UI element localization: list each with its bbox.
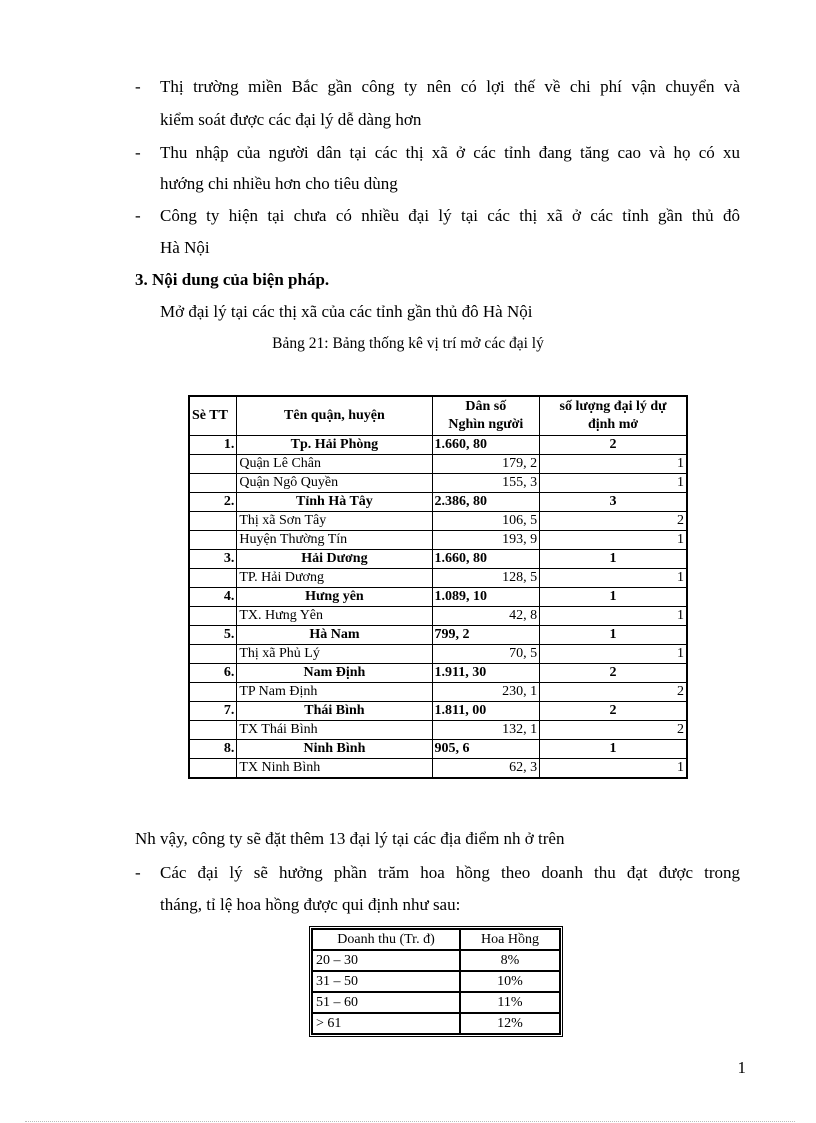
commission-row <box>312 971 560 992</box>
table-body <box>189 436 687 779</box>
district-name: TX Thái Bình <box>237 721 432 740</box>
bullet-text-line: hướng chi nhiều hơn cho tiêu dùng <box>160 174 398 193</box>
row-number: 3. <box>189 550 237 569</box>
province-population: 1.660, 80 <box>432 436 540 455</box>
table-row-province <box>189 436 687 455</box>
province-population: 1.911, 30 <box>432 664 540 683</box>
district-population: 230, 1 <box>432 683 540 702</box>
district-agent-count: 2 <box>540 683 687 702</box>
province-agent-count: 1 <box>540 550 687 569</box>
province-name: Hải Dương <box>237 550 432 569</box>
district-agent-count: 1 <box>540 474 687 493</box>
commission-revenue: > 61 <box>312 1013 460 1034</box>
province-name: Hưng yên <box>237 588 432 607</box>
province-name: Tp. Hải Phòng <box>237 436 432 455</box>
empty-cell <box>189 683 237 702</box>
row-number: 8. <box>189 740 237 759</box>
commission-rate: 10% <box>460 971 560 992</box>
table-row-province <box>189 702 687 721</box>
district-population: 42, 8 <box>432 607 540 626</box>
table-row-district <box>189 607 687 626</box>
commission-body <box>312 950 560 1034</box>
row-number: 1. <box>189 436 237 455</box>
bullet-dash: - <box>135 863 141 882</box>
table-row-district <box>189 474 687 493</box>
bullet-text-line: Thu nhập của người dân tại các thị xã ở các tỉnh đang tăng cao và họ có xu <box>160 143 740 162</box>
header-population <box>432 396 540 436</box>
district-name: Quận Ngô Quyền <box>237 474 432 493</box>
commission-revenue: 20 – 30 <box>312 950 460 971</box>
row-number: 6. <box>189 664 237 683</box>
province-agent-count: 2 <box>540 436 687 455</box>
table-row-province <box>189 626 687 645</box>
district-name: Huyện Thường Tín <box>237 531 432 550</box>
bullet-dash: - <box>135 77 141 96</box>
bullet-text-line: Các đại lý sẽ hưởng phần trăm hoa hồng theo doanh thu đạt được trong <box>160 863 740 882</box>
commission-header-rate: Hoa Hồng <box>460 929 560 950</box>
district-agent-count: 1 <box>540 607 687 626</box>
province-population: 799, 2 <box>432 626 540 645</box>
empty-cell <box>189 474 237 493</box>
table-row-district <box>189 645 687 664</box>
table-row-province <box>189 740 687 759</box>
table-row-province <box>189 550 687 569</box>
empty-cell <box>189 531 237 550</box>
bullet-dash: - <box>135 206 141 225</box>
empty-cell <box>189 645 237 664</box>
bullet-dash: - <box>135 143 141 162</box>
commission-header-row <box>312 929 560 950</box>
header-agents <box>540 396 687 436</box>
district-name: TP Nam Định <box>237 683 432 702</box>
province-population: 1.660, 80 <box>432 550 540 569</box>
province-population: 1.811, 00 <box>432 702 540 721</box>
district-population: 128, 5 <box>432 569 540 588</box>
table-row-province <box>189 493 687 512</box>
district-agent-count: 1 <box>540 759 687 779</box>
summary-text: Nh vậy, công ty sẽ đặt thêm 13 đại lý tại các địa điểm nh ở trên <box>135 829 565 848</box>
province-name: Hà Nam <box>237 626 432 645</box>
table-row-district <box>189 569 687 588</box>
empty-cell <box>189 569 237 588</box>
district-agent-count: 1 <box>540 531 687 550</box>
province-name: Nam Định <box>237 664 432 683</box>
section-intro: Mở đại lý tại các thị xã của các tỉnh gần thủ đô Hà Nội <box>160 302 533 321</box>
district-population: 70, 5 <box>432 645 540 664</box>
row-number: 5. <box>189 626 237 645</box>
commission-table <box>309 926 563 1037</box>
district-population: 193, 9 <box>432 531 540 550</box>
row-number: 4. <box>189 588 237 607</box>
commission-rate: 12% <box>460 1013 560 1034</box>
district-name: Quận Lê Chân <box>237 455 432 474</box>
district-agent-count: 1 <box>540 569 687 588</box>
district-agent-count: 1 <box>540 455 687 474</box>
province-name: Thái Bình <box>237 702 432 721</box>
district-name: TP. Hải Dương <box>237 569 432 588</box>
bullet-text-line: tháng, tỉ lệ hoa hồng được qui định như sau: <box>160 895 461 914</box>
header-stt: Sè TT <box>189 396 237 436</box>
district-population: 132, 1 <box>432 721 540 740</box>
province-population: 1.089, 10 <box>432 588 540 607</box>
commission-revenue: 31 – 50 <box>312 971 460 992</box>
bullet-text-line: Công ty hiện tại chưa có nhiều đại lý tại các thị xã ở các tỉnh gần thủ đô <box>160 206 740 225</box>
district-name: TX. Hưng Yên <box>237 607 432 626</box>
agent-location-table <box>188 395 688 779</box>
commission-row <box>312 1013 560 1034</box>
table-row-district <box>189 531 687 550</box>
bullet-text-line: Thị trường miền Bắc gần công ty nên có lợi thế về chi phí vận chuyển và <box>160 77 740 96</box>
table-row-district <box>189 455 687 474</box>
bullet-text-line: Hà Nội <box>160 238 210 257</box>
province-agent-count: 1 <box>540 740 687 759</box>
district-name: Thị xã Sơn Tây <box>237 512 432 531</box>
commission-rate: 8% <box>460 950 560 971</box>
province-name: Ninh Bình <box>237 740 432 759</box>
table-header-row <box>189 396 687 436</box>
header-name: Tên quận, huyện <box>237 396 432 436</box>
commission-rate: 11% <box>460 992 560 1013</box>
table-row-district <box>189 683 687 702</box>
district-name: TX Ninh Bình <box>237 759 432 779</box>
table-caption: Bảng 21: Bảng thống kê vị trí mở các đại lý <box>272 335 544 352</box>
province-agent-count: 1 <box>540 626 687 645</box>
district-population: 106, 5 <box>432 512 540 531</box>
province-agent-count: 2 <box>540 702 687 721</box>
district-name: Thị xã Phủ Lý <box>237 645 432 664</box>
district-agent-count: 1 <box>540 645 687 664</box>
commission-header-revenue: Doanh thu (Tr. đ) <box>312 929 460 950</box>
province-population: 905, 6 <box>432 740 540 759</box>
province-agent-count: 3 <box>540 493 687 512</box>
table-row-district <box>189 512 687 531</box>
province-agent-count: 1 <box>540 588 687 607</box>
page-number: 1 <box>737 1058 746 1077</box>
province-name: Tỉnh Hà Tây <box>237 493 432 512</box>
empty-cell <box>189 721 237 740</box>
page-footer-divider <box>25 1121 795 1122</box>
header-agents-line1: số lượng đại lý dự <box>559 399 667 414</box>
province-agent-count: 2 <box>540 664 687 683</box>
commission-revenue: 51 – 60 <box>312 992 460 1013</box>
bullet-text-line: kiểm soát được các đại lý dễ dàng hơn <box>160 110 422 129</box>
section-heading: 3. Nội dung của biện pháp. <box>135 270 330 289</box>
district-population: 62, 3 <box>432 759 540 779</box>
row-number: 2. <box>189 493 237 512</box>
province-population: 2.386, 80 <box>432 493 540 512</box>
table-row-province <box>189 664 687 683</box>
empty-cell <box>189 759 237 779</box>
header-population-line1: Dân số <box>465 399 507 414</box>
empty-cell <box>189 512 237 531</box>
district-population: 155, 3 <box>432 474 540 493</box>
commission-row <box>312 992 560 1013</box>
district-population: 179, 2 <box>432 455 540 474</box>
row-number: 7. <box>189 702 237 721</box>
empty-cell <box>189 607 237 626</box>
table-row-province <box>189 588 687 607</box>
header-population-line2: Nghìn người <box>448 417 524 432</box>
commission-row <box>312 950 560 971</box>
table-row-district <box>189 721 687 740</box>
district-agent-count: 2 <box>540 512 687 531</box>
header-agents-line2: định mở <box>587 417 639 432</box>
district-agent-count: 2 <box>540 721 687 740</box>
table-row-district <box>189 759 687 779</box>
empty-cell <box>189 455 237 474</box>
